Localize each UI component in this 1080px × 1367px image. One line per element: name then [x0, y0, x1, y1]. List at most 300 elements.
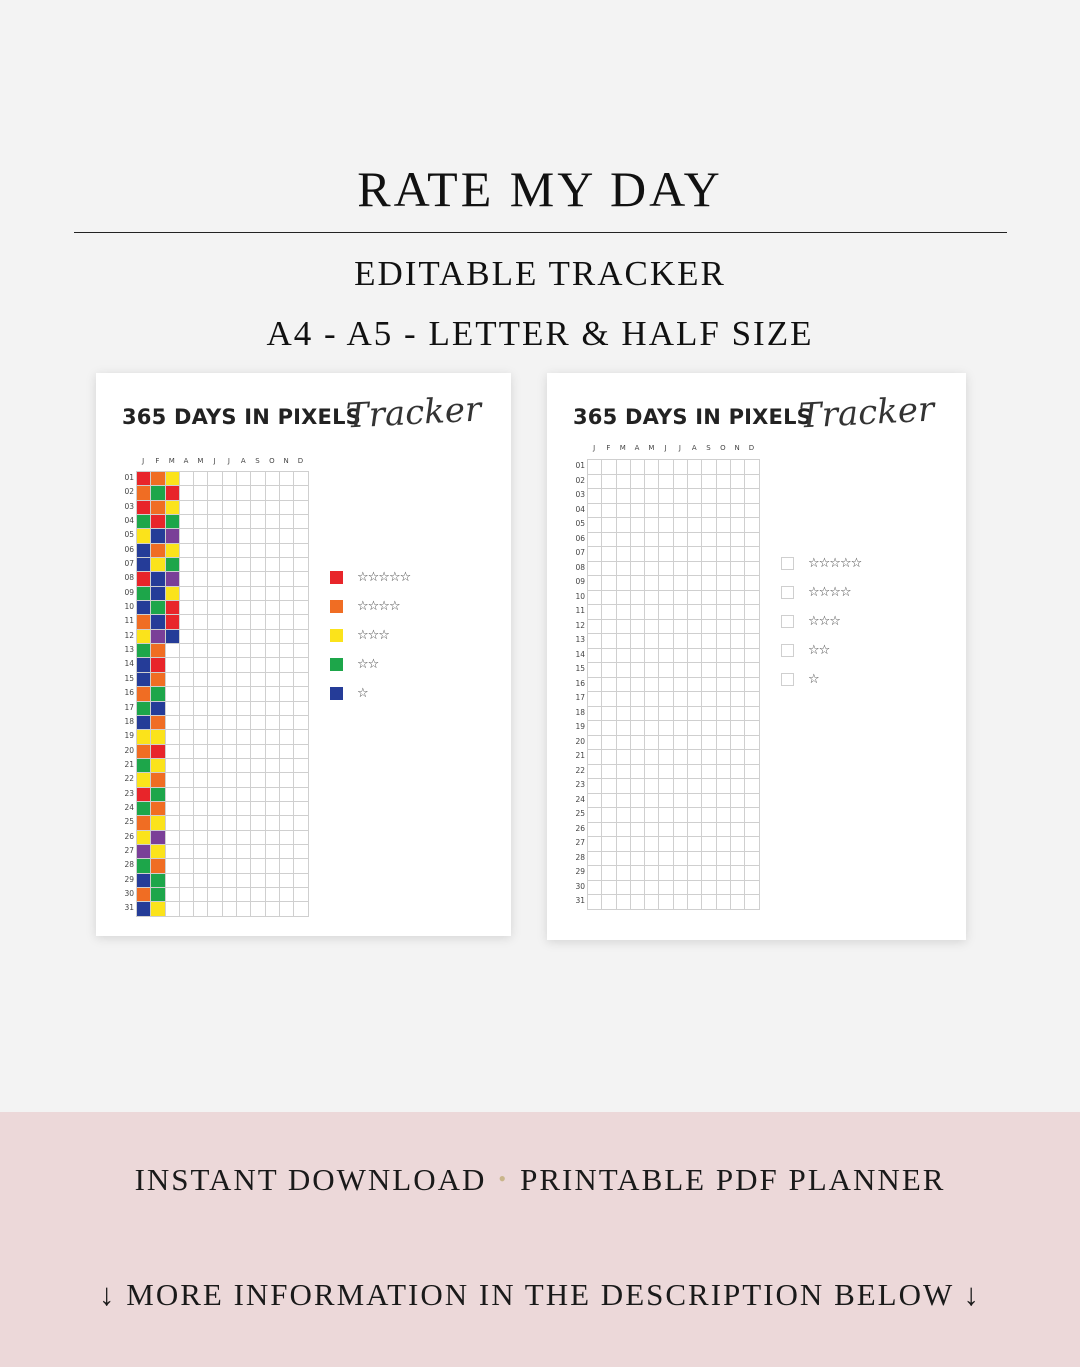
pixel-cell — [645, 547, 659, 562]
pixel-cell — [280, 572, 294, 586]
pixel-cell — [731, 881, 745, 896]
pixel-cell — [194, 802, 208, 816]
month-label: J — [664, 444, 667, 452]
pixel-cell — [674, 649, 688, 664]
day-label: 25 — [124, 817, 134, 827]
pixel-cell — [237, 644, 251, 658]
pixel-cell — [617, 663, 631, 678]
pixel-cell — [645, 808, 659, 823]
pixel-cell — [180, 888, 194, 902]
pixel-cell — [294, 859, 308, 873]
pixel-cell — [731, 837, 745, 852]
pixel-cell — [180, 802, 194, 816]
pixel-cell — [617, 808, 631, 823]
legend-swatch — [330, 629, 343, 642]
pixel-cell — [731, 736, 745, 751]
pixel-cell — [251, 529, 265, 543]
pixel-cell — [588, 576, 602, 591]
pixel-cell — [251, 673, 265, 687]
pixel-cell — [674, 562, 688, 577]
subtitle-editable: EDITABLE TRACKER — [354, 254, 726, 293]
pixel-cell — [588, 765, 602, 780]
day-label: 22 — [575, 765, 585, 775]
pixel-cell — [223, 874, 237, 888]
pixel-cell — [674, 547, 688, 562]
day-label: 14 — [124, 659, 134, 669]
legend-swatch — [781, 615, 794, 628]
pixel-cell — [137, 601, 151, 615]
pixel-cell — [702, 721, 716, 736]
pixel-cell — [659, 866, 673, 881]
day-label: 07 — [575, 548, 585, 557]
pixel-cell — [137, 745, 151, 759]
pixel-cell — [223, 759, 237, 773]
pixel-cell — [266, 874, 280, 888]
pixel-cell — [223, 472, 237, 486]
pixel-cell — [659, 576, 673, 591]
pixel-cell — [702, 750, 716, 765]
pixel-cell — [237, 472, 251, 486]
pixel-cell — [180, 673, 194, 687]
pixel-cell — [602, 779, 616, 794]
pixel-cell — [702, 518, 716, 533]
pixel-cell — [280, 788, 294, 802]
pixel-cell — [745, 504, 759, 519]
pixel-cell — [745, 663, 759, 678]
pixel-cell — [166, 658, 180, 672]
pixel-cell — [702, 576, 716, 591]
day-label: 24 — [124, 802, 134, 812]
pixel-cell — [180, 587, 194, 601]
month-label: A — [183, 457, 189, 465]
pixel-cell — [166, 486, 180, 500]
pixel-cell — [631, 881, 645, 896]
pixel-cell — [180, 730, 194, 744]
day-label: 10 — [575, 591, 585, 601]
pixel-cell — [617, 504, 631, 519]
pixel-cell — [137, 529, 151, 543]
pixel-cell — [251, 816, 265, 830]
pixel-cell — [208, 644, 222, 658]
day-label: 17 — [575, 693, 585, 702]
pixel-cell — [137, 673, 151, 687]
pixel-cell — [745, 533, 759, 548]
pixel-cell — [588, 794, 602, 809]
pixel-cell — [166, 544, 180, 558]
pixel-cell — [745, 692, 759, 707]
pixel-cell — [688, 721, 702, 736]
pixel-cell — [631, 736, 645, 751]
pixel-cell — [602, 736, 616, 751]
pixel-cell — [717, 692, 731, 707]
pixel-cell — [702, 489, 716, 504]
pixel-cell — [588, 678, 602, 693]
pixel-cell — [702, 823, 716, 838]
pixel-cell — [280, 472, 294, 486]
pixel-cell — [194, 702, 208, 716]
pixel-cell — [137, 544, 151, 558]
pixel-cell — [731, 852, 745, 867]
pixel-cell — [180, 630, 194, 644]
legend-swatch — [781, 644, 794, 657]
pixel-cell — [588, 634, 602, 649]
pixel-cell — [731, 750, 745, 765]
pixel-cell — [717, 852, 731, 867]
pixel-cell — [294, 615, 308, 629]
day-label: 05 — [575, 519, 585, 528]
pixel-cell — [194, 773, 208, 787]
pixel-cell — [166, 587, 180, 601]
pixel-cell — [674, 750, 688, 765]
pixel-cell — [166, 529, 180, 543]
pixel-cell — [688, 866, 702, 881]
instant-download-text: INSTANT DOWNLOAD — [134, 1162, 487, 1197]
pixel-cell — [745, 562, 759, 577]
pixel-cell — [588, 620, 602, 635]
pixel-cell — [294, 773, 308, 787]
pixel-cell — [137, 716, 151, 730]
star-rating-icon: ☆☆ — [808, 643, 830, 658]
pixel-cell — [702, 707, 716, 722]
pixel-cell — [223, 630, 237, 644]
pixel-cell — [151, 673, 165, 687]
pixel-cell — [588, 518, 602, 533]
day-label: 28 — [575, 852, 585, 862]
pixel-cell — [602, 547, 616, 562]
pixel-cell — [194, 874, 208, 888]
pixel-cell — [617, 518, 631, 533]
pixel-cell — [659, 692, 673, 707]
legend-row — [781, 549, 861, 578]
printable-pdf-text: PRINTABLE PDF PLANNER — [520, 1162, 946, 1197]
pixel-cell — [674, 591, 688, 606]
pixel-cell — [745, 576, 759, 591]
pixel-cell — [617, 881, 631, 896]
pixel-cell — [602, 721, 616, 736]
pixel-cell — [602, 692, 616, 707]
pixel-cell — [617, 649, 631, 664]
month-label: J — [678, 444, 681, 452]
pixel-cell — [602, 663, 616, 678]
pixel-cell — [688, 707, 702, 722]
pixel-cell — [674, 765, 688, 780]
pixel-cell — [208, 529, 222, 543]
pixel-cell — [251, 888, 265, 902]
pixel-cell — [617, 852, 631, 867]
pixel-cell — [731, 489, 745, 504]
pixel-cell — [688, 576, 702, 591]
pixel-cell — [194, 759, 208, 773]
pixel-cell — [731, 576, 745, 591]
month-label: A — [634, 444, 640, 452]
pixel-cell — [731, 620, 745, 635]
pixel-cell — [208, 816, 222, 830]
pixel-cell — [717, 808, 731, 823]
pixel-cell — [617, 794, 631, 809]
pixel-cell — [717, 765, 731, 780]
day-label: 08 — [124, 573, 134, 583]
pixel-cell — [674, 692, 688, 707]
legend-row — [330, 563, 410, 592]
pixel-cell — [688, 794, 702, 809]
pixel-cell — [266, 601, 280, 615]
pixel-cell — [659, 605, 673, 620]
pixel-cell — [208, 831, 222, 845]
pixel-cell — [180, 845, 194, 859]
pixel-cell — [208, 601, 222, 615]
pixel-cell — [180, 874, 194, 888]
pixel-cell — [588, 881, 602, 896]
pixel-cell — [251, 501, 265, 515]
pixel-cell — [137, 730, 151, 744]
month-label: D — [748, 444, 755, 452]
pixel-cell — [151, 687, 165, 701]
pixel-cell — [294, 687, 308, 701]
pixel-cell — [166, 802, 180, 816]
pixel-cell — [280, 773, 294, 787]
pixel-cell — [702, 808, 716, 823]
pixel-cell — [717, 489, 731, 504]
pixel-cell — [745, 866, 759, 881]
pixel-cell — [194, 673, 208, 687]
pixel-cell — [137, 702, 151, 716]
pixel-cell — [237, 831, 251, 845]
pixel-cell — [602, 649, 616, 664]
pixel-cell — [151, 802, 165, 816]
pixel-cell — [194, 888, 208, 902]
day-label: 20 — [575, 736, 585, 746]
pixel-cell — [674, 794, 688, 809]
pixel-cell — [702, 605, 716, 620]
day-label: 27 — [575, 838, 585, 847]
pixel-cell — [137, 773, 151, 787]
pixel-cell — [251, 658, 265, 672]
footer-line-2: ↓ MORE INFORMATION IN THE DESCRIPTION BELOW ↓ — [99, 1277, 981, 1312]
pixel-cell — [166, 572, 180, 586]
pixel-cell — [251, 558, 265, 572]
month-label: F — [155, 457, 160, 465]
pixel-cell — [631, 518, 645, 533]
pixel-cell — [602, 533, 616, 548]
pixel-cell — [208, 745, 222, 759]
pixel-cell — [588, 721, 602, 736]
pixel-cell — [645, 750, 659, 765]
pixel-cell — [631, 794, 645, 809]
pixel-cell — [251, 644, 265, 658]
pixel-cell — [151, 486, 165, 500]
pixel-cell — [251, 745, 265, 759]
pixel-cell — [223, 673, 237, 687]
pixel-cell — [166, 859, 180, 873]
pixel-cell — [674, 779, 688, 794]
pixel-cell — [208, 788, 222, 802]
pixel-cell — [688, 765, 702, 780]
pixel-cell — [588, 649, 602, 664]
empty-legend — [781, 549, 861, 694]
pixel-cell — [588, 605, 602, 620]
pixel-cell — [631, 533, 645, 548]
star-rating-icon: ☆☆☆☆☆ — [808, 556, 862, 571]
pixel-cell — [294, 788, 308, 802]
day-label: 31 — [124, 903, 134, 913]
pixel-cell — [602, 750, 616, 765]
pixel-cell — [745, 881, 759, 896]
pixel-cell — [294, 716, 308, 730]
pixel-cell — [151, 716, 165, 730]
pixel-cell — [588, 837, 602, 852]
pixel-cell — [645, 678, 659, 693]
pixel-cell — [674, 707, 688, 722]
legend-row — [781, 636, 861, 665]
pixel-cell — [251, 630, 265, 644]
pixel-cell — [251, 759, 265, 773]
pixel-cell — [631, 852, 645, 867]
pixel-cell — [237, 902, 251, 916]
pixel-cell — [280, 859, 294, 873]
pixel-cell — [194, 572, 208, 586]
day-label: 30 — [124, 888, 134, 898]
pixel-cell — [631, 678, 645, 693]
pixel-cell — [237, 544, 251, 558]
pixel-cell — [588, 547, 602, 562]
pixel-cell — [731, 605, 745, 620]
star-rating-icon: ☆☆☆ — [808, 614, 840, 629]
pixel-cell — [674, 808, 688, 823]
pixel-cell — [645, 649, 659, 664]
pixel-cell — [688, 881, 702, 896]
pixel-cell — [280, 515, 294, 529]
pixel-cell — [208, 730, 222, 744]
pixel-cell — [659, 533, 673, 548]
pixel-cell — [208, 802, 222, 816]
pixel-cell — [731, 779, 745, 794]
pixel-cell — [602, 475, 616, 490]
pixel-cell — [137, 902, 151, 916]
day-label: 26 — [575, 823, 585, 833]
day-label: 11 — [124, 616, 134, 626]
day-label: 23 — [575, 780, 585, 789]
legend-swatch — [330, 571, 343, 584]
title-divider — [74, 232, 1007, 233]
pixel-cell — [166, 788, 180, 802]
pixel-cell — [745, 605, 759, 620]
pixel-cell — [280, 587, 294, 601]
pixel-cell — [180, 816, 194, 830]
pixel-cell — [617, 475, 631, 490]
pixel-cell — [674, 533, 688, 548]
pixel-cell — [702, 649, 716, 664]
pixel-cell — [151, 845, 165, 859]
pixel-cell — [645, 823, 659, 838]
pixel-cell — [251, 515, 265, 529]
month-label: N — [283, 457, 289, 465]
day-labels — [118, 471, 134, 916]
day-label: 11 — [575, 606, 585, 615]
pixel-cell — [659, 721, 673, 736]
pixel-cell — [223, 515, 237, 529]
pixel-cell — [702, 852, 716, 867]
pixel-cell — [674, 736, 688, 751]
pixel-cell — [223, 788, 237, 802]
day-label: 01 — [124, 473, 134, 482]
pixel-cell — [137, 486, 151, 500]
pixel-cell — [745, 823, 759, 838]
pixel-cell — [237, 802, 251, 816]
pixel-cell — [688, 895, 702, 910]
pixel-cell — [280, 816, 294, 830]
month-label: O — [720, 444, 726, 452]
star-rating-icon: ☆☆ — [357, 657, 379, 672]
pixel-cell — [717, 750, 731, 765]
pixel-cell — [194, 630, 208, 644]
pixel-cell — [151, 644, 165, 658]
day-label: 15 — [575, 664, 585, 673]
day-label: 16 — [575, 678, 585, 688]
pixel-cell — [617, 489, 631, 504]
day-label: 08 — [575, 562, 585, 572]
pixel-cell — [237, 673, 251, 687]
pixel-cell — [617, 692, 631, 707]
legend-swatch — [330, 658, 343, 671]
pixel-cell — [266, 773, 280, 787]
pixel-cell — [602, 765, 616, 780]
pixel-cell — [631, 663, 645, 678]
day-label: 29 — [124, 874, 134, 884]
pixel-cell — [280, 687, 294, 701]
pixel-cell — [266, 587, 280, 601]
day-label: 10 — [124, 602, 134, 612]
pixel-cell — [280, 673, 294, 687]
pixel-cell — [617, 837, 631, 852]
pixel-cell — [166, 515, 180, 529]
pixel-cell — [702, 547, 716, 562]
pixel-cell — [731, 504, 745, 519]
pixel-cell — [602, 489, 616, 504]
pixel-cell — [194, 501, 208, 515]
pixel-cell — [194, 558, 208, 572]
pixel-cell — [617, 533, 631, 548]
pixel-cell — [237, 874, 251, 888]
pixel-cell — [151, 630, 165, 644]
day-label: 25 — [575, 809, 585, 818]
pixel-cell — [659, 895, 673, 910]
pixel-cell — [137, 472, 151, 486]
pixel-cell — [280, 601, 294, 615]
pixel-cell — [645, 634, 659, 649]
legend-row — [781, 578, 861, 607]
pixel-cell — [280, 902, 294, 916]
pixel-cell — [631, 489, 645, 504]
pixel-cell — [151, 558, 165, 572]
pixel-cell — [180, 859, 194, 873]
pixel-cell — [237, 730, 251, 744]
pixel-cell — [280, 501, 294, 515]
pixel-cell — [688, 692, 702, 707]
pixel-cell — [731, 591, 745, 606]
pixel-cell — [617, 620, 631, 635]
pixel-cell — [731, 808, 745, 823]
pixel-cell — [688, 736, 702, 751]
pixel-cell — [237, 615, 251, 629]
pixel-cell — [280, 644, 294, 658]
pixel-cell — [194, 529, 208, 543]
day-label: 15 — [124, 673, 134, 683]
pixel-cell — [674, 475, 688, 490]
pixel-cell — [237, 845, 251, 859]
star-rating-icon: ☆ — [357, 686, 368, 701]
pixel-cell — [137, 845, 151, 859]
pixel-cell — [688, 678, 702, 693]
